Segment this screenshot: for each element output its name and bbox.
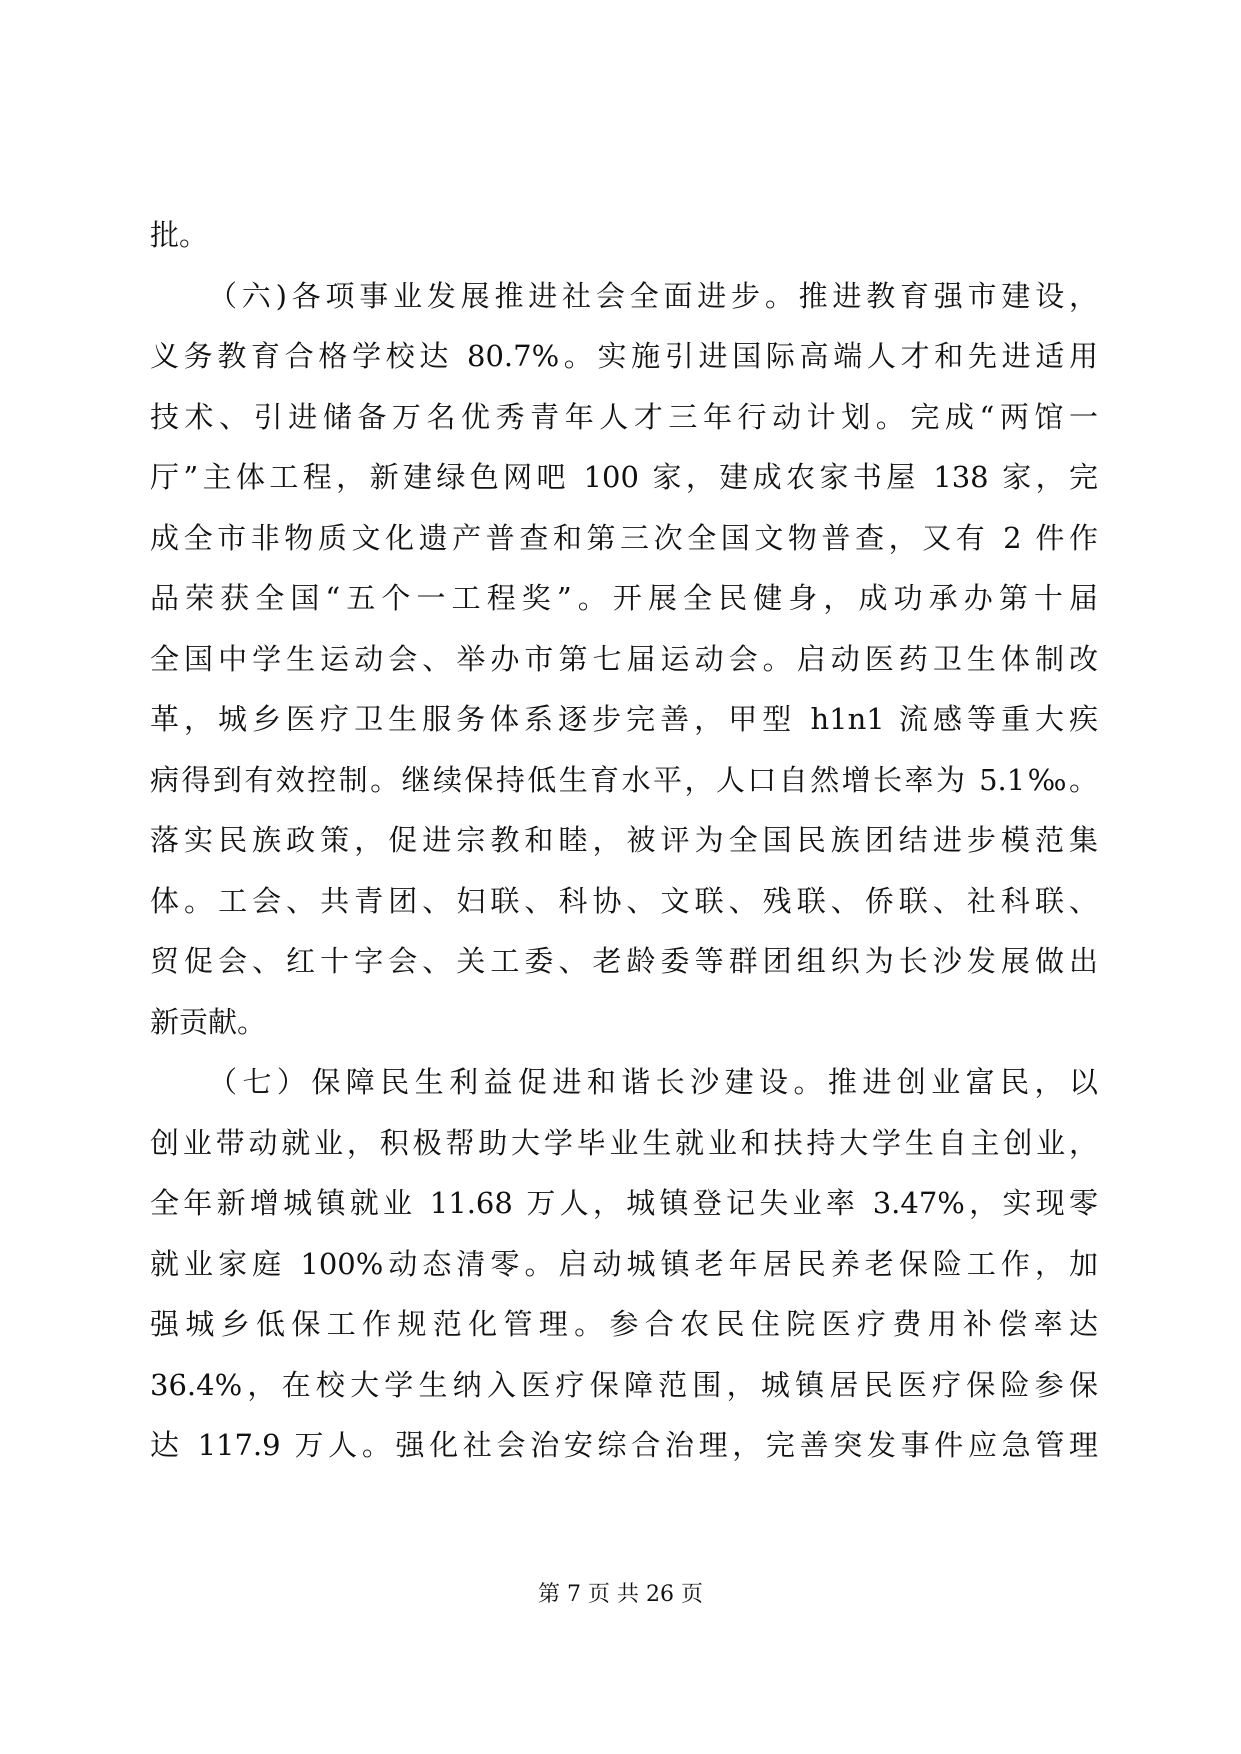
text-line: 批。 [150,218,209,252]
text-line: 全年新增城镇就业 11.68 万人，城镇登记失业率 3.47%，实现零 [150,1186,1098,1220]
text-line: 品荣获全国“五个一工程奖”。开展全民健身，成功承办第十届 [150,581,1098,615]
text-line: 就业家庭 100%动态清零。启动城镇老年居民养老保险工作，加 [150,1246,1098,1281]
text-line: 达 117.9 万人。强化社会治安综合治理，完善突发事件应急管理 [150,1428,1098,1462]
text-line: 病得到有效控制。继续保持低生育水平，人口自然增长率为 5.1‰。 [150,762,1098,797]
text-line: 厅”主体工程，新建绿色网吧 100 家，建成农家书屋 138 家，完 [150,460,1098,494]
document-body [150,205,1098,1476]
text-line: 体。工会、共青团、妇联、科协、文联、残联、侨联、社科联、 [150,883,1098,918]
text-line: （六)各项事业发展推进社会全面进步。推进教育强市建设， [208,278,1098,313]
text-line: 新贡献。 [150,1004,267,1039]
text-line: 36.4%，在校大学生纳入医疗保障范围，城镇居民医疗保险参保 [150,1367,1098,1402]
text-line: 贸促会、红十字会、关工委、老龄委等群团组织为长沙发展做出 [150,944,1098,978]
text-line: 强城乡低保工作规范化管理。参合农民住院医疗费用补偿率达 [150,1307,1098,1341]
text-line: 成全市非物质文化遗产普查和第三次全国文物普查，又有 2 件作 [150,520,1098,555]
page-number-footer: 第 7 页 共 26 页 [538,1582,703,1607]
text-line: 落实民族政策，促进宗教和睦，被评为全国民族团结进步模范集 [150,823,1098,857]
text-line: （七）保障民生利益促进和谐长沙建设。推进创业富民，以 [208,1065,1098,1099]
text-line: 革，城乡医疗卫生服务体系逐步完善，甲型 h1n1 流感等重大疾 [150,702,1098,736]
text-line: 义务教育合格学校达 80.7%。实施引进国际高端人才和先进适用 [150,339,1098,373]
text-line: 全国中学生运动会、举办市第七届运动会。启动医药卫生体制改 [150,641,1098,676]
text-line: 技术、引进储备万名优秀青年人才三年行动计划。完成“两馆一 [150,399,1098,434]
text-line: 创业带动就业，积极帮助大学毕业生就业和扶持大学生自主创业， [150,1125,1098,1160]
